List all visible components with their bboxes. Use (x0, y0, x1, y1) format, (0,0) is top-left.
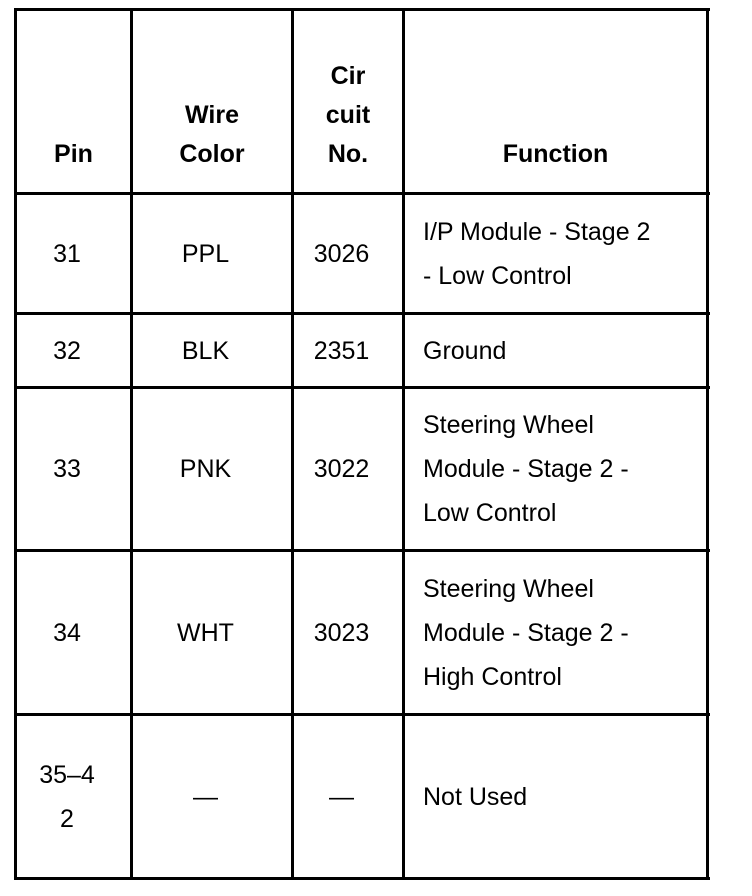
table-row-wire-color (133, 315, 278, 386)
table-row-function (405, 315, 665, 386)
circuit-value: 3026 (313, 239, 370, 268)
pin-value: 35–42 (39, 760, 95, 833)
circuit-value: 2351 (313, 336, 370, 365)
wire-color-value: — (193, 782, 218, 811)
wire-color-value: PNK (179, 455, 232, 483)
table-row-circuit (294, 552, 389, 713)
table-row-function (405, 716, 665, 877)
circuit-value: 3023 (313, 618, 370, 647)
pin-value: 33 (53, 455, 81, 483)
function-value: Ground (423, 336, 507, 365)
header-circuit-no-line: Cir (330, 62, 366, 90)
table-row-function (405, 195, 665, 312)
header-circuit-no (294, 11, 402, 192)
pin-value: 31 (53, 239, 81, 268)
table-row-pin (17, 195, 117, 312)
table-row-wire-color (133, 195, 278, 312)
pin-value: 32 (53, 336, 81, 365)
table-row-pin (17, 552, 117, 713)
table-row-pin (17, 315, 117, 386)
circuit-value: 3022 (313, 455, 370, 483)
wire-color-value: PPL (181, 239, 230, 268)
circuit-value: — (329, 782, 354, 811)
header-circuit-no-line: No. (327, 140, 369, 168)
table-row-function (405, 389, 660, 549)
header-wire-color-line: Wire (185, 101, 239, 129)
table-row-wire-color (133, 552, 278, 713)
function-value: I/P Module - Stage 2 - Low Control (423, 217, 651, 290)
function-value: Steering Wheel Module - Stage 2 - High Control (423, 574, 629, 691)
wire-color-value: WHT (177, 618, 234, 647)
header-function (405, 11, 706, 192)
table-row-pin (17, 389, 117, 549)
table-border-bottom (14, 877, 710, 880)
header-function-label: Function (502, 140, 609, 168)
table-row-circuit (294, 716, 389, 877)
pin-value: 34 (53, 618, 81, 647)
header-pin-label: Pin (54, 140, 93, 168)
function-value: Not Used (423, 782, 528, 811)
table-row-pin (17, 716, 117, 877)
table-row-wire-color (133, 716, 278, 877)
wire-color-value: BLK (181, 336, 230, 365)
function-value: Steering Wheel Module - Stage 2 - Low Control (423, 411, 629, 527)
table-row-circuit (294, 389, 389, 549)
header-wire-color-line: Color (179, 140, 245, 168)
table-row-circuit (294, 195, 389, 312)
header-circuit-no-line: cuit (325, 101, 371, 129)
header-wire-color (133, 11, 291, 192)
table-row-wire-color (133, 389, 278, 549)
table-row-function (405, 552, 660, 713)
table-border-right (706, 8, 709, 880)
table-row-circuit (294, 315, 389, 386)
header-pin (17, 11, 130, 192)
